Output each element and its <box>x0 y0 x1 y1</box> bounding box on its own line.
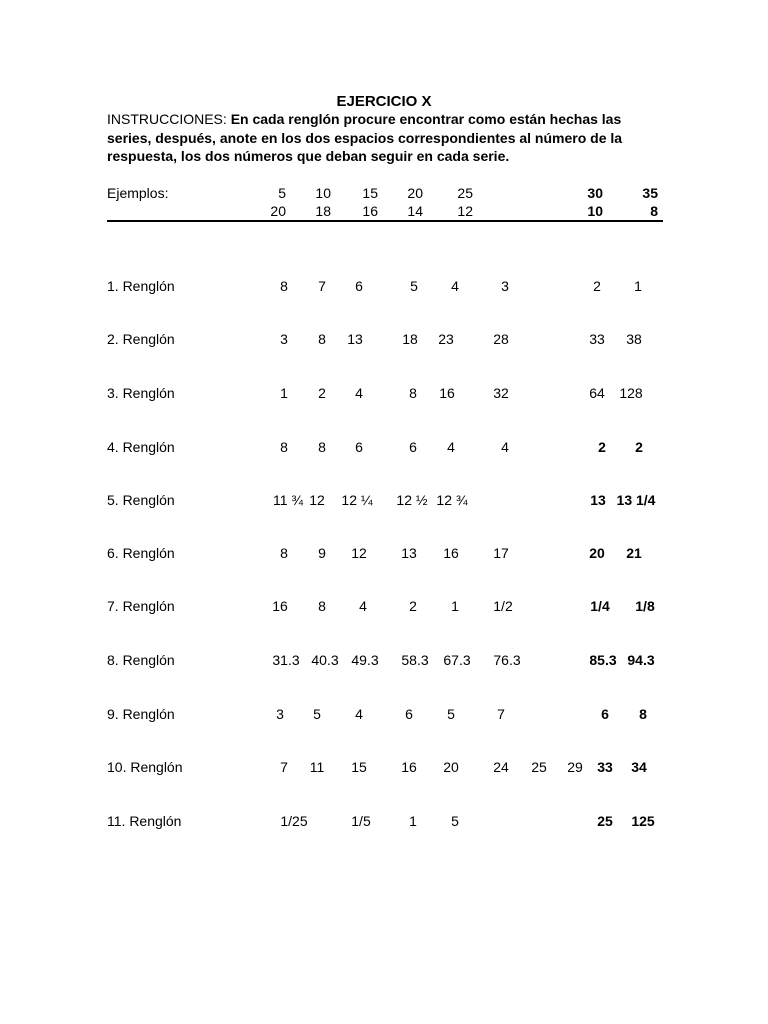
example-value: 5 <box>278 185 286 201</box>
row-value: 8 <box>318 598 326 614</box>
row-value: 33 <box>597 759 613 775</box>
instructions-text: En cada renglón procure encontrar como están hechas las series, después, anote en los dos espacios correspondientes al número de la respuesta, los dos números que deban seguir en cada serie. <box>107 111 623 164</box>
row-value: 8 <box>280 545 288 561</box>
example-value: 20 <box>270 203 286 219</box>
row-value: 6 <box>355 278 363 294</box>
row-value: 12 <box>309 492 325 508</box>
row-label: 2. Renglón <box>107 331 175 347</box>
row-value: 6 <box>409 439 417 455</box>
row-value: 4 <box>451 278 459 294</box>
row-value: 67.3 <box>443 652 471 668</box>
instructions <box>107 110 667 166</box>
row-value: 85.3 <box>589 652 617 668</box>
row-value: 12 <box>351 545 367 561</box>
row-value: 5 <box>313 706 321 722</box>
row-value: 32 <box>493 385 509 401</box>
row-value: 76.3 <box>493 652 521 668</box>
row-value: 38 <box>626 331 642 347</box>
row-value: 16 <box>443 545 459 561</box>
row-value: 58.3 <box>401 652 429 668</box>
row-value: 6 <box>355 439 363 455</box>
row-value: 8 <box>318 331 326 347</box>
row-value: 5 <box>410 278 418 294</box>
row-label: 8. Renglón <box>107 652 175 668</box>
row-value: 15 <box>351 759 367 775</box>
example-value: 30 <box>587 185 603 201</box>
example-value: 35 <box>642 185 658 201</box>
row-value: 12 ½ <box>396 492 428 508</box>
row-value: 34 <box>631 759 647 775</box>
row-value: 11 ¾ <box>272 492 304 508</box>
row-value: 18 <box>402 331 418 347</box>
row-value: 9 <box>318 545 326 561</box>
row-value: 12 ¾ <box>436 492 468 508</box>
row-label: 3. Renglón <box>107 385 175 401</box>
row-value: 16 <box>272 598 288 614</box>
row-label: 5. Renglón <box>107 492 175 508</box>
row-value: 16 <box>439 385 455 401</box>
example-value: 16 <box>362 203 378 219</box>
row-value: 1/4 <box>590 598 610 614</box>
row-value: 2 <box>409 598 417 614</box>
row-value: 64 <box>589 385 605 401</box>
row-value: 33 <box>589 331 605 347</box>
example-value: 15 <box>362 185 378 201</box>
row-label: 11. Renglón <box>107 813 182 829</box>
row-value: 20 <box>589 545 605 561</box>
row-value: 24 <box>493 759 509 775</box>
row-value: 7 <box>280 759 288 775</box>
row-value: 4 <box>355 385 363 401</box>
row-value: 2 <box>635 439 643 455</box>
row-value: 21 <box>626 545 642 561</box>
row-value: 4 <box>501 439 509 455</box>
example-value: 20 <box>407 185 423 201</box>
example-value: 25 <box>457 185 473 201</box>
row-value: 4 <box>447 439 455 455</box>
row-value: 13 1/4 <box>616 492 656 508</box>
row-value: 8 <box>280 439 288 455</box>
example-value: 18 <box>315 203 331 219</box>
row-value: 31.3 <box>272 652 300 668</box>
row-value: 7 <box>318 278 326 294</box>
row-value: 6 <box>601 706 609 722</box>
row-value: 5 <box>447 706 455 722</box>
row-value: 8 <box>639 706 647 722</box>
row-value: 8 <box>318 439 326 455</box>
row-value: 49.3 <box>351 652 379 668</box>
row-value: 13 <box>590 492 606 508</box>
row-value: 125 <box>631 813 655 829</box>
row-value: 29 <box>567 759 583 775</box>
example-value: 14 <box>407 203 423 219</box>
row-value: 5 <box>451 813 459 829</box>
row-value: 1/8 <box>635 598 655 614</box>
row-value: 94.3 <box>627 652 655 668</box>
row-value: 11 <box>309 759 325 775</box>
row-value: 20 <box>443 759 459 775</box>
row-value: 1/25 <box>280 813 308 829</box>
divider <box>107 220 663 222</box>
row-value: 1/2 <box>493 598 513 614</box>
row-value: 2 <box>598 439 606 455</box>
row-value: 3 <box>280 331 288 347</box>
row-value: 1 <box>451 598 459 614</box>
example-value: 8 <box>650 203 658 219</box>
row-value: 13 <box>347 331 363 347</box>
instructions-label: INSTRUCCIONES: <box>107 111 227 127</box>
row-value: 1 <box>280 385 288 401</box>
row-value: 25 <box>531 759 547 775</box>
row-label: 7. Renglón <box>107 598 175 614</box>
row-value: 6 <box>405 706 413 722</box>
example-value: 12 <box>457 203 473 219</box>
row-value: 4 <box>359 598 367 614</box>
row-value: 1/5 <box>351 813 371 829</box>
row-value: 25 <box>597 813 613 829</box>
example-value: 10 <box>587 203 603 219</box>
row-value: 8 <box>280 278 288 294</box>
row-value: 17 <box>493 545 509 561</box>
row-value: 7 <box>497 706 505 722</box>
row-value: 23 <box>438 331 454 347</box>
row-value: 13 <box>401 545 417 561</box>
row-value: 12 ¼ <box>341 492 373 508</box>
page-title: EJERCICIO X <box>336 93 432 110</box>
row-label: 10. Renglón <box>107 759 183 775</box>
row-value: 128 <box>619 385 643 401</box>
row-value: 2 <box>318 385 326 401</box>
row-value: 4 <box>355 706 363 722</box>
row-value: 3 <box>276 706 284 722</box>
example-value: 10 <box>315 185 331 201</box>
row-value: 1 <box>409 813 417 829</box>
row-value: 3 <box>501 278 509 294</box>
row-value: 8 <box>409 385 417 401</box>
row-label: 1. Renglón <box>107 278 175 294</box>
row-label: 9. Renglón <box>107 706 175 722</box>
row-value: 2 <box>593 278 601 294</box>
examples-label: Ejemplos: <box>107 185 169 201</box>
row-value: 28 <box>493 331 509 347</box>
row-value: 40.3 <box>311 652 339 668</box>
row-value: 16 <box>401 759 417 775</box>
row-label: 4. Renglón <box>107 439 175 455</box>
row-label: 6. Renglón <box>107 545 175 561</box>
row-value: 1 <box>634 278 642 294</box>
